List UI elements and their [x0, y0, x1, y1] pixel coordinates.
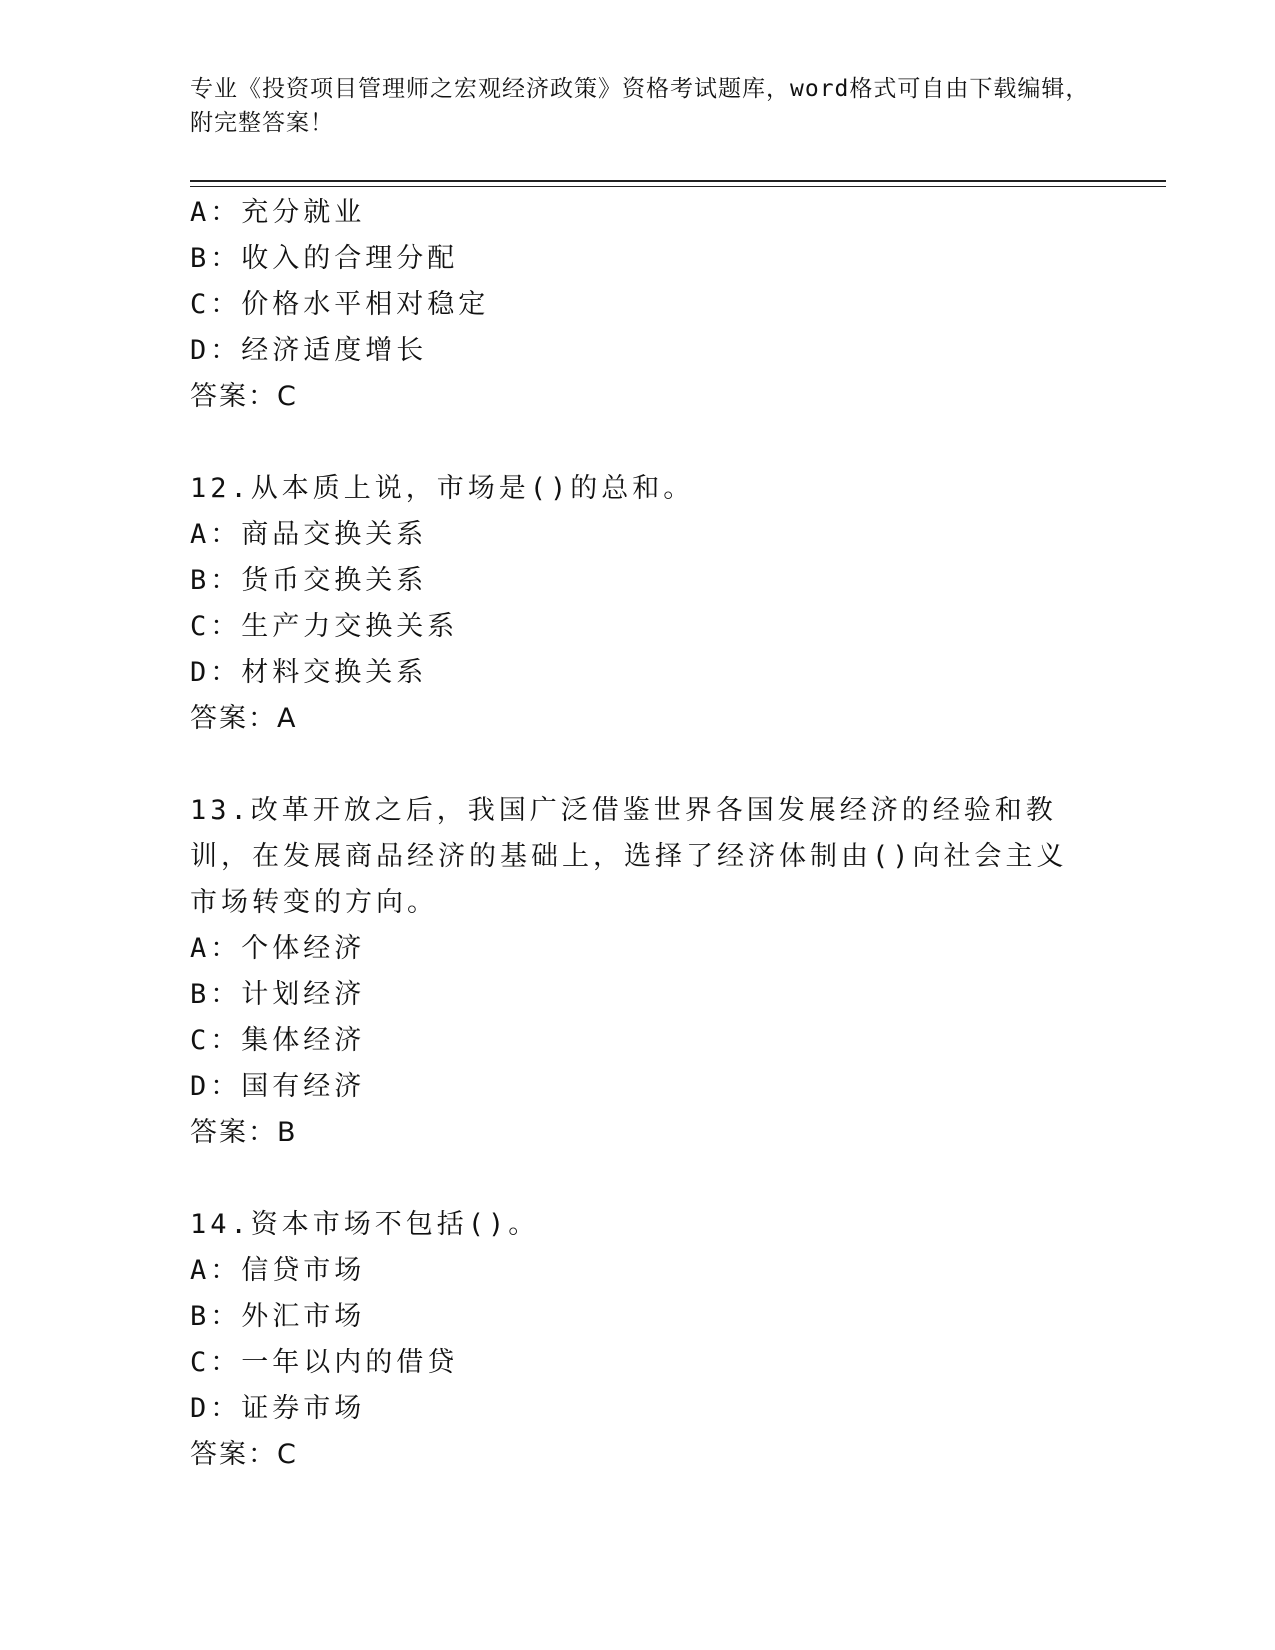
- option-b: B：计划经济: [190, 979, 366, 1010]
- spacer: [190, 742, 1090, 788]
- option-d: D：材料交换关系: [190, 657, 428, 688]
- answer-text: 答案：B: [190, 1117, 298, 1148]
- option-a: A：商品交换关系: [190, 519, 428, 550]
- option-a: A：充分就业: [190, 197, 366, 228]
- option-a: A：个体经济: [190, 933, 366, 964]
- question-block-11: [190, 190, 1090, 420]
- option-d: D：证券市场: [190, 1393, 366, 1424]
- question-block-13: [190, 788, 1090, 1156]
- option-d: D：经济适度增长: [190, 335, 428, 366]
- option-a: A：信贷市场: [190, 1255, 366, 1286]
- question-block-12: [190, 466, 1090, 742]
- document-content: [190, 190, 1090, 1478]
- answer-text: 答案：C: [190, 381, 298, 412]
- document-header: 专业《投资项目管理师之宏观经济政策》资格考试题库，word格式可自由下载编辑，附完整答案！: [190, 76, 1090, 136]
- answer-text: 答案：A: [190, 703, 298, 734]
- question-text: 13.改革开放之后，我国广泛借鉴世界各国发展经济的经验和教训，在发展商品经济的基础上，选择了经济体制由()向社会主义市场转变的方向。: [190, 795, 1068, 918]
- answer-text: 答案：C: [190, 1439, 298, 1470]
- option-b: B：外汇市场: [190, 1301, 366, 1332]
- option-c: C：生产力交换关系: [190, 611, 459, 642]
- spacer: [190, 1156, 1090, 1202]
- option-c: C：一年以内的借贷: [190, 1347, 459, 1378]
- option-c: C：集体经济: [190, 1025, 366, 1056]
- option-d: D：国有经济: [190, 1071, 366, 1102]
- header-divider: [190, 180, 1166, 187]
- option-c: C：价格水平相对稳定: [190, 289, 490, 320]
- question-text: 12.从本质上说，市场是()的总和。: [190, 473, 695, 504]
- question-text: 14.资本市场不包括()。: [190, 1209, 540, 1240]
- spacer: [190, 420, 1090, 466]
- question-block-14: [190, 1202, 1090, 1478]
- option-b: B：货币交换关系: [190, 565, 428, 596]
- option-b: B：收入的合理分配: [190, 243, 459, 274]
